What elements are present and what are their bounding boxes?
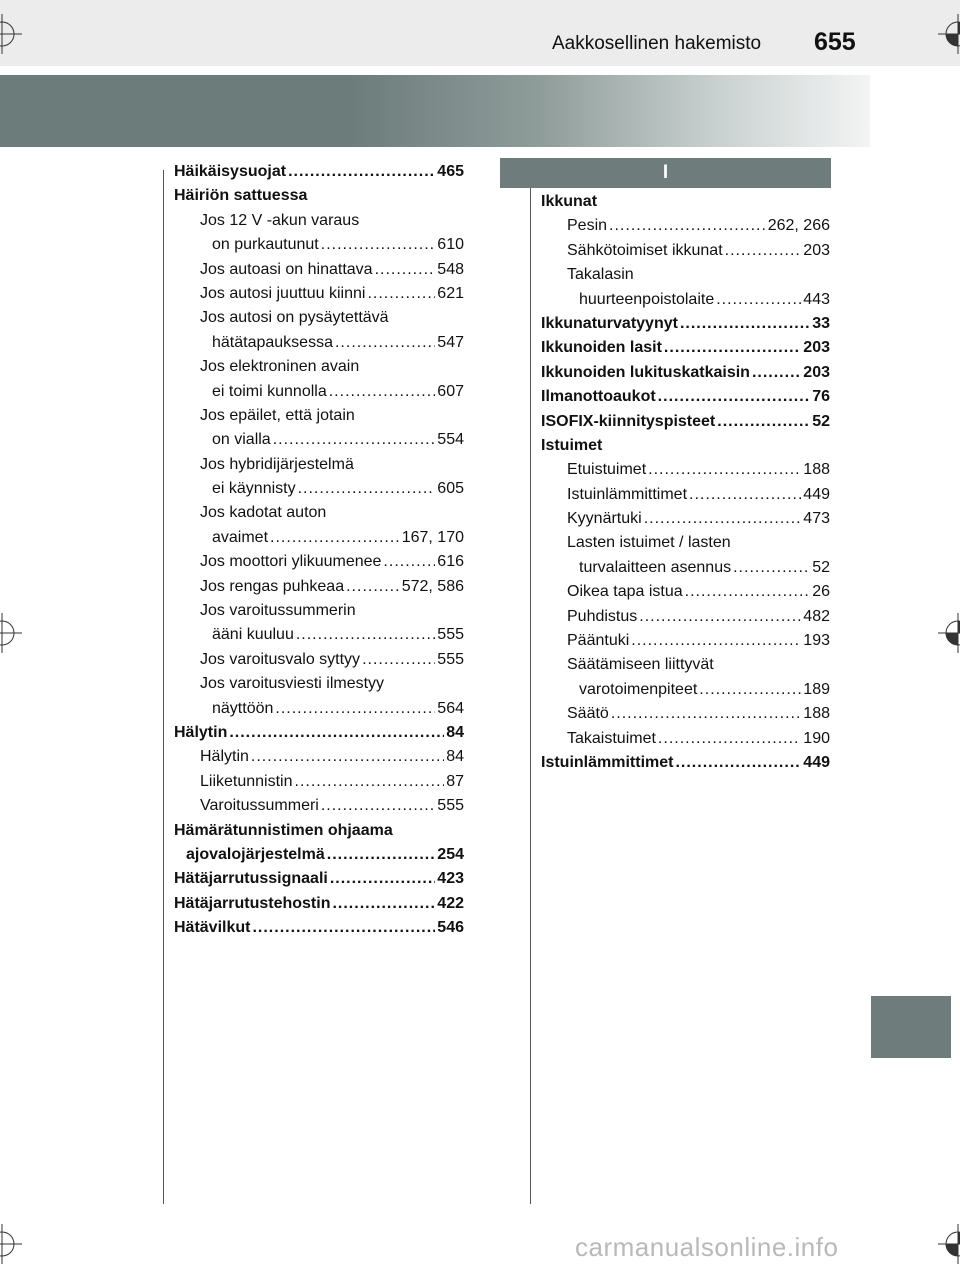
index-entry-label: Lasten istuimet / lasten (567, 534, 731, 552)
index-entry (541, 653, 830, 677)
index-entry (541, 727, 830, 751)
registration-mark-icon (938, 613, 960, 653)
index-left-column (174, 160, 464, 941)
index-entry-label: Jos autoasi on hinattava (200, 260, 373, 278)
index-entry-label: huurteenpoistolaite (579, 290, 715, 308)
index-entry-page: 555 (437, 650, 464, 668)
dot-leader (327, 843, 436, 867)
index-entry-page: 33 (812, 314, 830, 332)
index-entry (174, 453, 464, 477)
index-entry-page: 52 (812, 558, 830, 576)
index-entry-page: 605 (437, 480, 464, 498)
index-entry-label: Jos autosi juuttuu kiinni (200, 284, 366, 302)
index-entry-page: 254 (437, 845, 464, 863)
page-number: 655 (814, 28, 856, 56)
index-entry-label: Jos rengas puhkeaa (200, 577, 345, 595)
index-entry-page: 607 (437, 382, 464, 400)
index-entry (174, 697, 464, 721)
chapter-banner (0, 75, 870, 147)
index-entry-page: 76 (812, 388, 830, 406)
dot-leader (648, 458, 801, 482)
index-entry-label: Ikkunaturvatyynyt (541, 314, 678, 332)
index-entry (541, 702, 830, 726)
dot-leader (367, 282, 435, 306)
index-entry (174, 648, 464, 672)
index-entry (541, 288, 830, 312)
dot-leader (685, 580, 811, 604)
index-entry-page: 555 (437, 797, 464, 815)
index-entry-label: Jos hybridijärjestelmä (200, 455, 354, 473)
dot-leader (716, 288, 801, 312)
watermark: carmanualsonline.info (575, 1232, 839, 1262)
index-entry-page: 547 (437, 333, 464, 351)
index-entry (174, 745, 464, 769)
dot-leader (329, 380, 436, 404)
dot-leader (229, 721, 444, 745)
index-entry-label: Jos varoitusviesti ilmestyy (200, 675, 385, 693)
index-entry-page: 190 (803, 729, 830, 747)
dot-leader (675, 751, 801, 775)
dot-leader (383, 550, 435, 574)
index-entry (174, 550, 464, 574)
index-entry-page: 443 (803, 290, 830, 308)
section-letter-bar: I (500, 158, 831, 188)
index-entry-label: Jos varoitusvalo syttyy (200, 650, 361, 668)
index-entry-page: 449 (803, 753, 830, 771)
index-entry-label: Etuistuimet (567, 461, 647, 479)
index-entry-label: Hätäjarrutussignaali (174, 870, 328, 888)
index-entry-page: 203 (803, 339, 830, 357)
dot-leader (273, 428, 436, 452)
index-entry-label: Hämärätunnistimen ohjaama (174, 821, 393, 839)
index-entry (174, 160, 464, 184)
index-entry-label: Hälytin (174, 723, 228, 741)
index-entry-page: 84 (446, 723, 464, 741)
index-entry-label: Jos 12 V -akun varaus (200, 211, 360, 229)
index-entry (541, 385, 830, 409)
index-entry-page: 548 (437, 260, 464, 278)
index-entry-page: 188 (803, 705, 830, 723)
index-entry (174, 477, 464, 501)
index-entry (174, 575, 464, 599)
right-column-rule (530, 170, 531, 1204)
index-entry-page: 555 (437, 626, 464, 644)
index-entry (541, 629, 830, 653)
index-entry-label: Istuinlämmittimet (541, 753, 674, 771)
index-entry (541, 483, 830, 507)
left-column-rule (163, 170, 164, 1204)
dot-leader (252, 916, 435, 940)
registration-mark-icon (0, 613, 22, 653)
index-entry-page: 203 (803, 241, 830, 259)
dot-leader (752, 361, 801, 385)
index-entry-label: Ikkunat (541, 193, 598, 210)
index-entry-page: 546 (437, 919, 464, 937)
index-entry (174, 404, 464, 428)
index-entry-label: Varoitussummeri (200, 797, 319, 815)
dot-leader (251, 745, 444, 769)
index-entry-page: 621 (437, 284, 464, 302)
index-entry-page: 564 (437, 699, 464, 717)
index-entry-page: 193 (803, 632, 830, 650)
index-entry (541, 190, 830, 214)
index-entry (174, 526, 464, 550)
dot-leader (631, 629, 801, 653)
dot-leader (699, 678, 801, 702)
dot-leader (644, 507, 802, 531)
index-entry-page: 422 (437, 894, 464, 912)
index-entry-label: Ikkunoiden lasit (541, 339, 662, 357)
registration-mark-icon (938, 14, 960, 54)
index-entry (174, 843, 464, 867)
index-entry-label: Säätö (567, 705, 609, 723)
index-entry (541, 507, 830, 531)
index-entry (541, 312, 830, 336)
index-entry-page: 465 (437, 163, 464, 180)
index-entry-page: 52 (812, 412, 830, 430)
index-right-column (541, 190, 830, 775)
dot-leader (275, 697, 435, 721)
index-entry-label: Puhdistus (567, 607, 638, 625)
index-entry (174, 916, 464, 940)
index-entry-page: 554 (437, 431, 464, 449)
index-entry (174, 184, 464, 208)
index-entry-page: 189 (803, 680, 830, 698)
index-entry-label: Hätäjarrutustehostin (174, 894, 331, 912)
index-entry-page: 572, 586 (401, 577, 464, 595)
index-entry-label: Jos moottori ylikuumenee (200, 553, 382, 571)
dot-leader (609, 214, 766, 238)
index-entry-label: Istuimet (541, 436, 603, 454)
index-entry (174, 233, 464, 257)
index-entry (541, 239, 830, 263)
index-entry-label: hätätapauksessa (212, 333, 333, 351)
index-entry (174, 209, 464, 233)
index-entry-label: Oikea tapa istua (567, 583, 683, 601)
index-entry-page: 188 (803, 461, 830, 479)
index-entry-label: Säätämiseen liittyvät (567, 656, 714, 674)
index-entry (174, 892, 464, 916)
index-entry (541, 410, 830, 434)
index-entry-page: 616 (437, 553, 464, 571)
index-entry (541, 263, 830, 287)
registration-mark-icon (938, 1224, 960, 1264)
dot-leader (639, 605, 801, 629)
index-entry (541, 751, 830, 775)
index-entry (174, 306, 464, 330)
index-entry (174, 355, 464, 379)
running-head: Aakkosellinen hakemisto (552, 33, 762, 54)
index-entry (541, 605, 830, 629)
index-entry-label: varotoimenpiteet (579, 680, 698, 698)
index-entry (174, 380, 464, 404)
index-entry-label: Jos elektroninen avain (200, 358, 360, 376)
index-entry-label: Jos autosi on pysäytettävä (200, 309, 389, 327)
dot-leader (321, 233, 436, 257)
index-entry (174, 721, 464, 745)
index-entry-label: Ilmanottoaukot (541, 388, 656, 406)
index-entry-label: Sähkötoimiset ikkunat (567, 241, 723, 259)
index-entry-page: 203 (803, 363, 830, 381)
index-entry (174, 599, 464, 623)
index-entry-label: Kyynärtuki (567, 510, 642, 528)
index-entry-page: 473 (803, 510, 830, 528)
index-entry (174, 331, 464, 355)
index-entry-label: Ikkunoiden lukituskatkaisin (541, 363, 750, 381)
index-entry-page: 167, 170 (401, 528, 464, 546)
index-entry-label: Hätävilkut (174, 919, 251, 937)
index-entry-page: 449 (803, 485, 830, 503)
index-entry (174, 428, 464, 452)
index-entry (174, 867, 464, 891)
index-entry (174, 672, 464, 696)
index-entry (541, 214, 830, 238)
dot-leader (680, 312, 810, 336)
dot-leader (332, 892, 435, 916)
dot-leader (664, 336, 801, 360)
index-entry-label: ei käynnisty (212, 480, 296, 498)
index-entry-page: 87 (446, 772, 464, 790)
index-entry (541, 556, 830, 580)
index-entry (174, 258, 464, 282)
index-entry (541, 458, 830, 482)
index-entry (174, 770, 464, 794)
index-entry-label: Jos kadotat auton (200, 504, 327, 522)
chapter-side-tab (871, 996, 951, 1058)
index-entry (541, 531, 830, 555)
index-entry-label: ääni kuuluu (212, 626, 294, 644)
index-entry (541, 336, 830, 360)
index-entry-label: näyttöön (212, 699, 274, 717)
index-entry-label: Takalasin (567, 266, 634, 284)
registration-mark-icon (0, 1224, 22, 1264)
index-entry-label: on purkautunut (212, 236, 319, 254)
index-entry-page: 84 (446, 748, 464, 766)
index-entry (174, 282, 464, 306)
index-entry-label: Häiriön sattuessa (174, 187, 308, 205)
index-entry-label: avaimet (212, 528, 269, 546)
index-entry-label: turvalaitteen asennus (579, 558, 732, 576)
index-entry (174, 794, 464, 818)
dot-leader (658, 385, 811, 409)
index-entry-label: Jos varoitussummerin (200, 602, 356, 620)
dot-leader (717, 410, 810, 434)
index-entry-label: Takaistuimet (567, 729, 656, 747)
index-entry-page: 423 (437, 870, 464, 888)
dot-leader (689, 483, 801, 507)
index-entry-label: Hälytin (200, 748, 249, 766)
index-entry-page: 482 (803, 607, 830, 625)
dot-leader (658, 727, 801, 751)
index-entry (541, 434, 830, 458)
dot-leader (295, 770, 445, 794)
dot-leader (298, 477, 436, 501)
index-entry (541, 678, 830, 702)
index-entry (174, 501, 464, 525)
dot-leader (335, 331, 435, 355)
index-entry-label: Häikäisysuojat (174, 163, 287, 180)
dot-leader (725, 239, 802, 263)
index-entry (174, 819, 464, 843)
dot-leader (346, 575, 400, 599)
index-entry (541, 361, 830, 385)
index-entry-label: Pesin (567, 217, 608, 235)
index-entry-label: Liiketunnistin (200, 772, 293, 790)
index-entry-label: ISOFIX-kiinnityspisteet (541, 412, 716, 430)
dot-leader (288, 160, 435, 184)
index-entry-label: on vialla (212, 431, 271, 449)
dot-leader (270, 526, 400, 550)
index-entry-label: ajovalojärjestelmä (186, 845, 325, 863)
dot-leader (321, 794, 435, 818)
dot-leader (733, 556, 810, 580)
dot-leader (375, 258, 436, 282)
index-entry-label: Istuinlämmittimet (567, 485, 688, 503)
index-entry-label: Jos epäilet, että jotain (200, 406, 355, 424)
index-entry (541, 580, 830, 604)
dot-leader (296, 623, 435, 647)
index-entry (174, 623, 464, 647)
registration-mark-icon (0, 14, 22, 54)
dot-leader (611, 702, 801, 726)
index-entry-page: 262, 266 (767, 217, 830, 235)
index-entry-label: Pääntuki (567, 632, 630, 650)
index-entry-label: ei toimi kunnolla (212, 382, 327, 400)
dot-leader (330, 867, 435, 891)
dot-leader (362, 648, 435, 672)
index-entry-page: 610 (437, 236, 464, 254)
index-entry-page: 26 (812, 583, 830, 601)
